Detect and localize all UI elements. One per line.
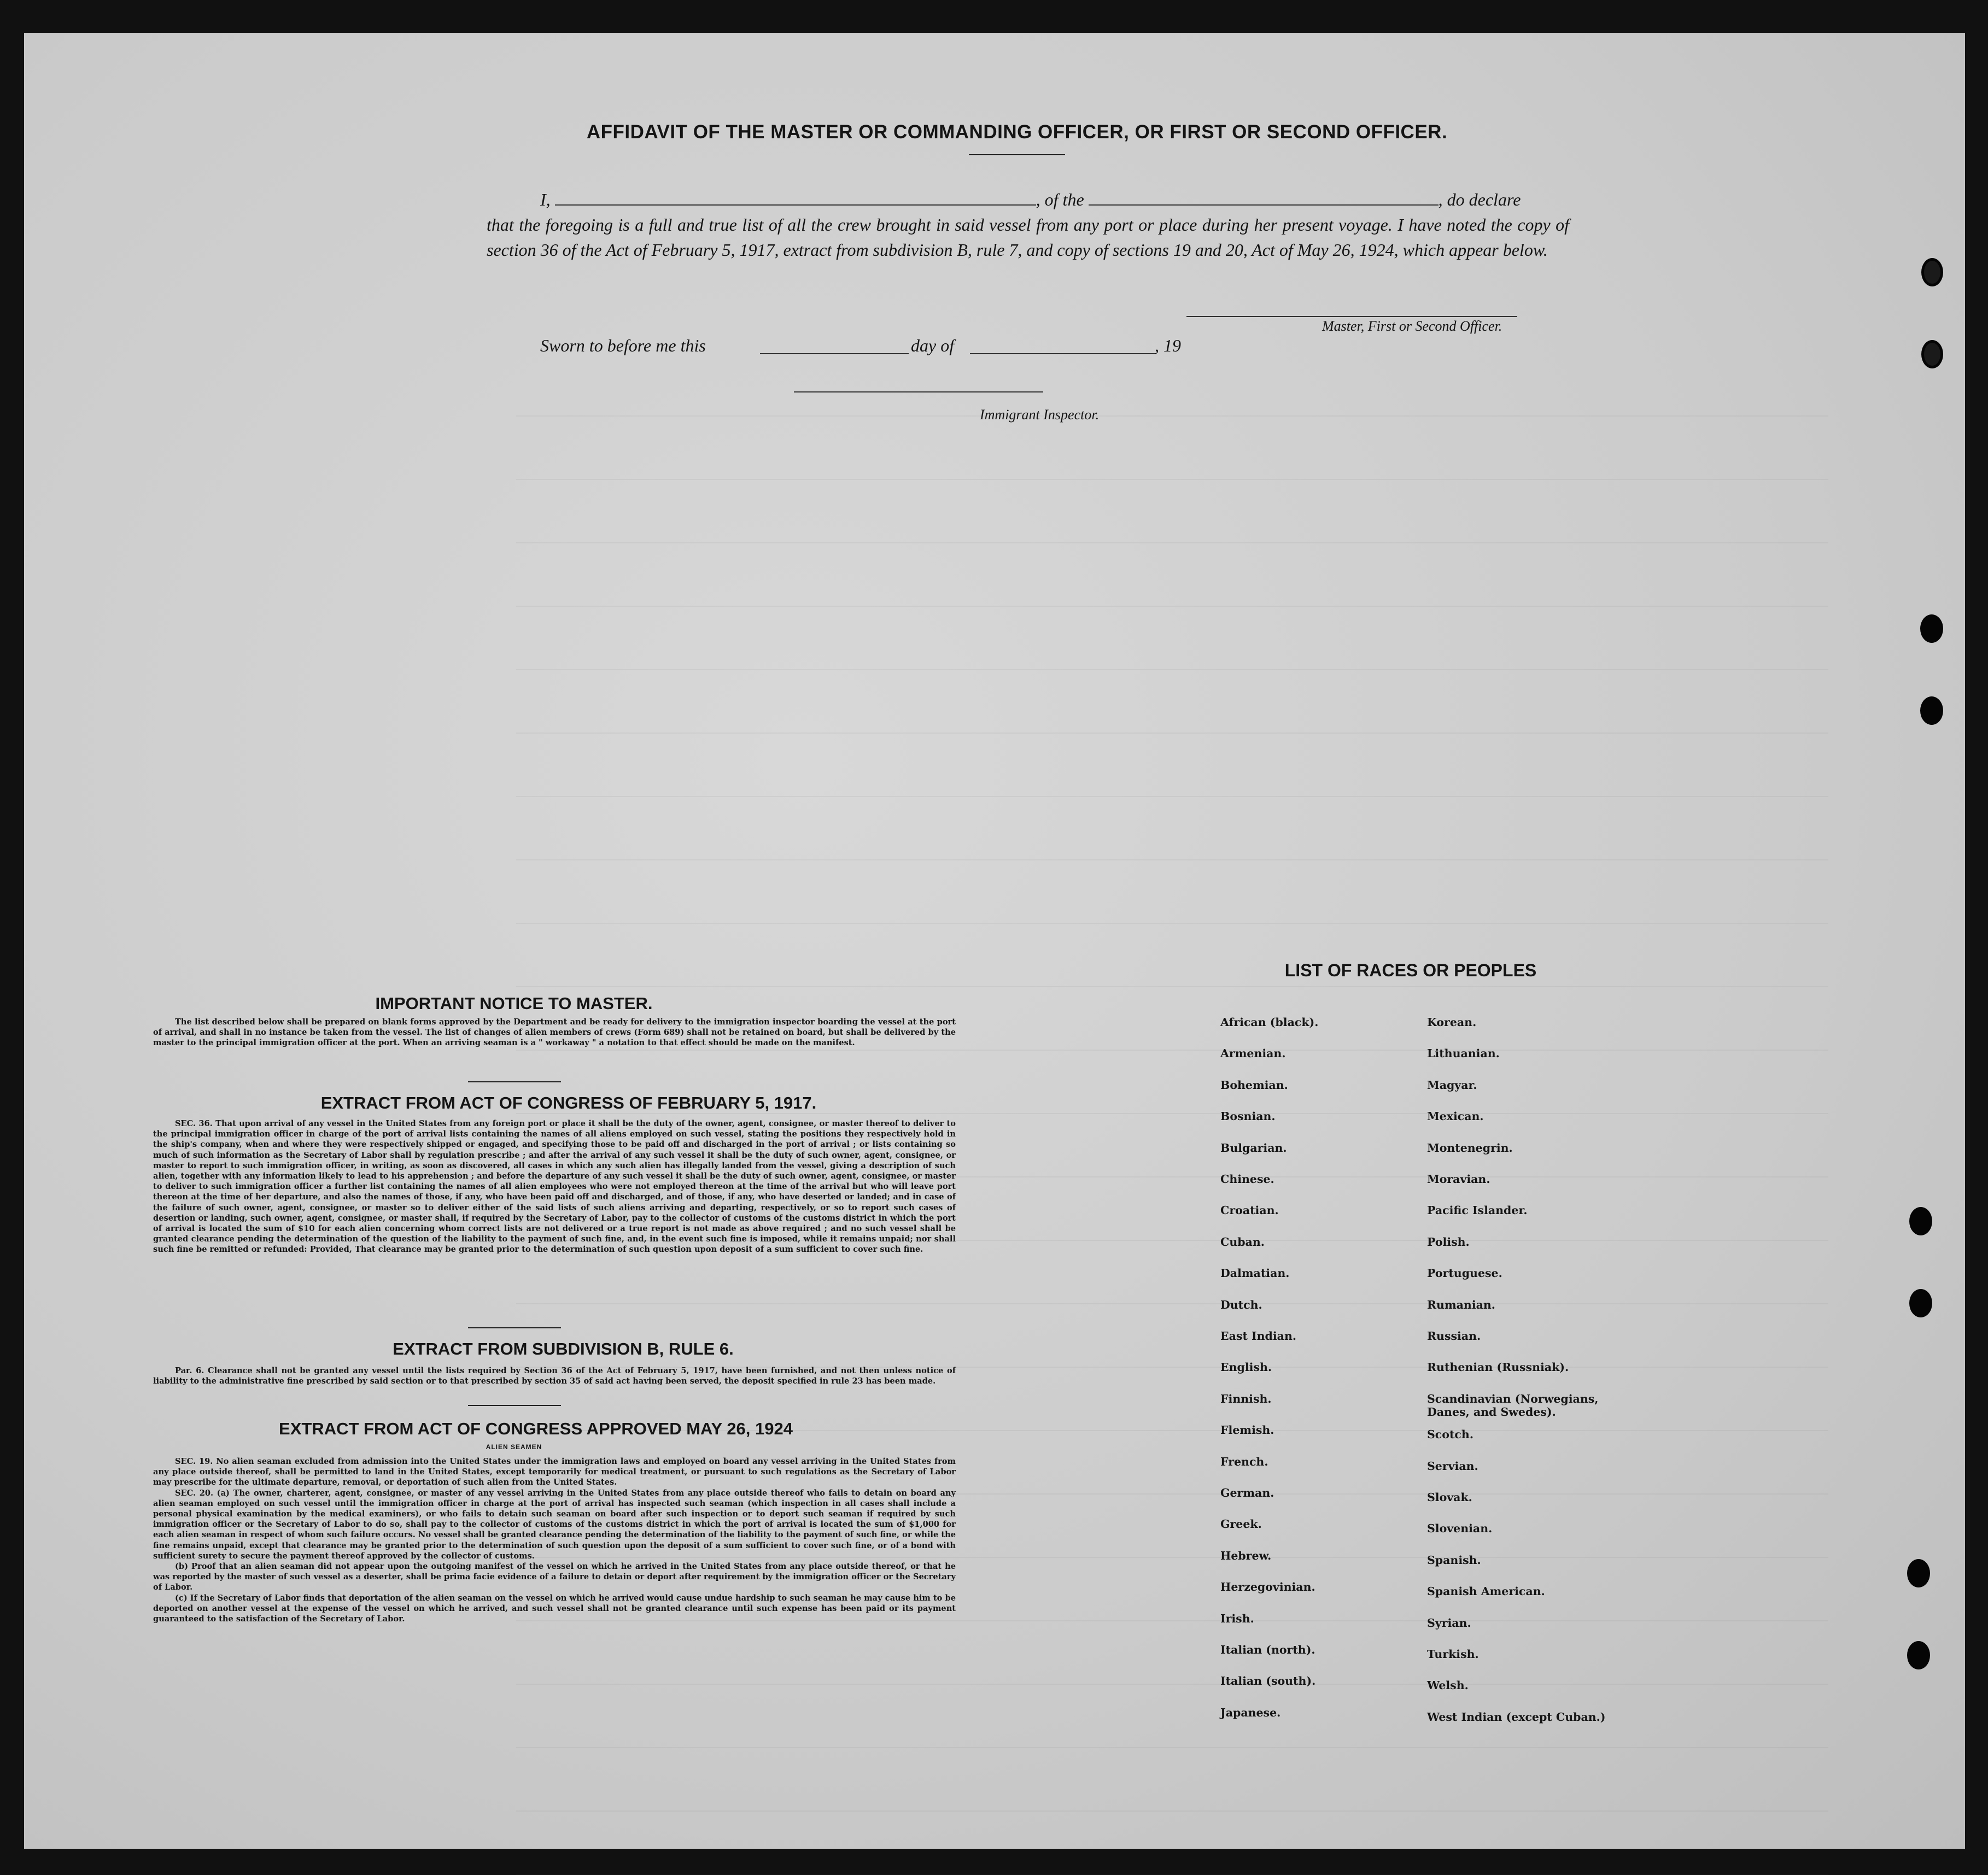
race-item: Bulgarian. <box>1220 1141 1287 1155</box>
bleed-through-rule <box>516 1684 1828 1685</box>
bleed-through-rule <box>516 1050 1828 1051</box>
punch-hole <box>1907 1559 1930 1587</box>
bleed-through-rule <box>516 542 1828 543</box>
bleed-through-rule <box>516 1303 1828 1304</box>
race-item: Italian (south). <box>1220 1674 1316 1688</box>
race-item: Scotch. <box>1427 1428 1474 1442</box>
race-item: Syrian. <box>1427 1616 1471 1630</box>
bleed-through-rule <box>516 669 1828 670</box>
sworn-month-blank <box>970 353 1156 354</box>
race-item: Herzegovinian. <box>1220 1580 1315 1594</box>
races-title: LIST OF RACES OR PEOPLES <box>1284 960 1537 980</box>
punch-hole <box>1909 1207 1932 1235</box>
race-item: Magyar. <box>1427 1078 1477 1092</box>
race-item: Turkish. <box>1427 1648 1479 1661</box>
punch-hole <box>1920 614 1943 643</box>
race-item: Greek. <box>1220 1517 1262 1531</box>
inspector-signature-line <box>794 391 1043 392</box>
extract-1917-title: EXTRACT FROM ACT OF CONGRESS OF FEBRUARY 5, 1917. <box>320 1093 817 1112</box>
punch-hole <box>1921 340 1943 368</box>
race-item: German. <box>1220 1486 1274 1499</box>
notice-text <box>153 1017 956 1048</box>
race-item: Japanese. <box>1220 1706 1281 1719</box>
master-signature-line <box>1186 316 1517 317</box>
race-item: Bosnian. <box>1220 1110 1276 1123</box>
punch-hole <box>1921 258 1943 286</box>
bleed-through-rule <box>516 479 1828 480</box>
bleed-through-rule <box>516 986 1828 987</box>
bleed-through-rule <box>516 1810 1828 1812</box>
race-item: Slovak. <box>1427 1491 1472 1504</box>
race-item: Dalmatian. <box>1220 1267 1290 1280</box>
extract-1924-title: EXTRACT FROM ACT OF CONGRESS APPROVED MAY 26, 1924 <box>279 1419 793 1438</box>
race-item: East Indian. <box>1220 1329 1296 1343</box>
race-item: Polish. <box>1427 1235 1470 1249</box>
race-item: African (black). <box>1220 1016 1319 1029</box>
notice-title: IMPORTANT NOTICE TO MASTER. <box>375 994 653 1013</box>
affidavit-statement: that the foregoing is a full and true list of all the crew brought in said vessel from any port or place during her present voyage. I have noted the copy of section 36 of the Act of February 5, 1917, extract from subdivision B, rule 7, and copy of sections 19 and 20, Act of May 26, 1924, which appear below. <box>487 215 1569 260</box>
race-item: Spanish American. <box>1427 1585 1545 1598</box>
notice-paragraph: The list described below shall be prepared on blank forms approved by the Department and be ready for delivery to the immigration inspector boarding the vessel at the port of arrival, and shall in no instance be taken from the vessel. The list of changes of alien members of crews (Form 689) shall not be retained on board, but shall be delivered by the master to the principal immigration officer at the port. When an arriving seaman is a " workaway " a notation to that effect should be made on the manifest. <box>153 1017 956 1048</box>
race-item: Russian. <box>1427 1329 1481 1343</box>
bleed-through-rule <box>516 733 1828 734</box>
race-item: Lithuanian. <box>1427 1047 1500 1060</box>
punch-hole <box>1907 1641 1930 1669</box>
bleed-through-rule <box>516 1113 1828 1114</box>
master-caption: Master, First or Second Officer. <box>1322 318 1502 334</box>
race-item: Welsh. <box>1427 1679 1469 1692</box>
race-item: Slovenian. <box>1427 1522 1493 1536</box>
sec-20c-paragraph: (c) If the Secretary of Labor finds that deportation of the alien seaman on the vessel on which he arrived would cause undue hardship to such seaman he may cause him to be deported on another vessel at the expense of the vessel on which he arrived, and such vessel shall not be granted clearance until such expense has been paid or its payment guaranteed to the satisfaction of the Secretary of Labor. <box>153 1593 956 1624</box>
race-item: French. <box>1220 1455 1268 1468</box>
punch-hole <box>1909 1289 1932 1317</box>
race-item: Flemish. <box>1220 1423 1274 1437</box>
race-item: Hebrew. <box>1220 1549 1272 1562</box>
race-item: Croatian. <box>1220 1204 1279 1217</box>
alien-seamen-subtitle: ALIEN SEAMEN <box>486 1443 542 1451</box>
race-item: Ruthenian (Russniak). <box>1427 1361 1569 1374</box>
extract-1917-text <box>153 1118 956 1255</box>
race-item: Finnish. <box>1220 1392 1272 1405</box>
race-item: Korean. <box>1427 1016 1477 1029</box>
race-item: Servian. <box>1427 1459 1478 1473</box>
rule-6-text <box>153 1366 956 1386</box>
extract-1917-paragraph: SEC. 36. That upon arrival of any vessel in the United States from any foreign port or place it shall be the duty of the owner, agent, consignee, or master thereof to deliver to the principal immigration officer in charge of the port of arrival lists containing the names of all aliens employed on such vessel, stating the positions they respectively hold in the ship's company, when and where they were respectively shipped or engaged, and specifying those to be paid off and discharged in the port of arrival ; or lists containing so much of such information as the Secretary of Labor shall by regulation prescribe ; and after the arrival of any such vessel it shall be the duty of such owner, agent, consignee, or master to report to such immigration officer, in writing, as soon as discovered, all cases in which any such alien has illegally landed from the vessel, giving a description of such alien, together with any information likely to lead to his apprehension ; and before the departure of any such vessel it shall be the duty of such owner, agent, consignee, or master to deliver to such immigration officer a further list containing the names of all alien employees who were not employed thereon at the time of the arrival but who will leave port thereon at the time of her departure, and also the names of those, if any, who have been paid off and discharged, and of those, if any, who have deserted or landed; and in case of the failure of such owner, agent, consignee, or master so to deliver either of the said lists of such aliens arriving and departing, respectively, or so to report such cases of desertion or landing, such owner, agent, consignee, or master shall, if required by the Secretary of Labor, pay to the collector of customs of the customs district in which the port of arrival is located the sum of $10 for each alien concerning whom correct lists are not delivered or a true report is not made as above required ; and no such vessel shall be granted clearance pending the determination of the question of the liability to the payment of such fine, and, in the event such fine is imposed, while it remains unpaid; nor shall such fine be remitted or refunded: Provided, That clearance may be granted prior to the determination of such question upon deposit of a sum sufficient to cover such fine. <box>153 1119 956 1255</box>
bleed-through-rule <box>516 1747 1828 1748</box>
sec-19-paragraph: SEC. 19. No alien seaman excluded from admission into the United States under the immigration laws and employed on board any vessel arriving in the United States from any place outside thereof, shall be permitted to land in the United States, except temporarily for medical treatment, or pursuant to such regulations as the Secretary of Labor may prescribe for the ultimate departure, removal, or deportation of such alien from the United States. <box>153 1457 956 1487</box>
sworn-day-label: day of <box>911 336 955 355</box>
punch-hole <box>1920 696 1943 725</box>
divider <box>468 1405 561 1406</box>
race-item: Cuban. <box>1220 1235 1265 1249</box>
bleed-through-rule <box>516 923 1828 924</box>
vessel-blank <box>1089 190 1439 206</box>
sworn-label: Sworn to before me this <box>540 336 706 355</box>
sec-20a-paragraph: SEC. 20. (a) The owner, charterer, agent, consignee, or master of any vessel arriving in the United States from any place outside thereof who fails to detain on board any alien seaman employed on such vessel until the immigration officer in charge at the port of arrival has inspected such seaman (which inspection in all cases shall include a personal physical examination by the medical examiners), or who fails to detain such seaman on board after such inspection or to deport such seaman if required by such immigration officer or the Secretary of Labor to do so, shall pay to the collector of customs of the customs district in which the port of arrival is located the sum of $1,000 for each alien seaman in respect of whom such failure occurs. No vessel shall be granted clearance pending the determination of the liability to the payment of such fine, or while the fine remains unpaid, except that clearance may be granted prior to the determination of such question upon the deposit of a sum sufficient to cover such fine, or of a bond with sufficient surety to secure the payment thereof approved by the collector of customs. <box>153 1488 956 1561</box>
race-item: English. <box>1220 1361 1272 1374</box>
race-item: Pacific Islander. <box>1427 1204 1528 1217</box>
affidavit-do-declare: , do declare <box>1438 190 1521 209</box>
affidavit-i: I, <box>540 190 551 209</box>
bleed-through-rule <box>516 796 1828 797</box>
race-item: West Indian (except Cuban.) <box>1427 1710 1606 1724</box>
race-item: Dutch. <box>1220 1298 1262 1311</box>
race-item: Moravian. <box>1427 1173 1490 1186</box>
extract-1924-text <box>153 1456 956 1624</box>
sec-20b-paragraph: (b) Proof that an alien seaman did not appear upon the outgoing manifest of the vessel on which he arrived in the United States from any place outside thereof, or that he was reported by the master of such vessel as a deserter, shall be prima facie evidence of a failure to detain or deport after requirement by the immigration officer or the Secretary of Labor. <box>153 1562 956 1592</box>
sworn-day-blank <box>760 353 909 354</box>
divider <box>969 154 1065 155</box>
race-item: Scandinavian (Norwegians, Danes, and Swedes). <box>1427 1392 1599 1419</box>
race-item: Bohemian. <box>1220 1078 1288 1092</box>
race-item: Armenian. <box>1220 1047 1286 1060</box>
affidavit-of-the: , of the <box>1036 190 1084 209</box>
affidavit-title: AFFIDAVIT OF THE MASTER OR COMMANDING OFFICER, OR FIRST OR SECOND OFFICER. <box>586 121 1448 143</box>
race-item: Mexican. <box>1427 1110 1484 1123</box>
divider <box>468 1327 561 1328</box>
divider <box>468 1081 561 1082</box>
race-item: Portuguese. <box>1427 1267 1502 1280</box>
race-item: Rumanian. <box>1427 1298 1495 1311</box>
name-blank <box>555 190 1036 206</box>
inspector-caption: Immigrant Inspector. <box>980 407 1100 423</box>
rule-6-paragraph: Par. 6. Clearance shall not be granted any vessel until the lists required by Section 36 of the Act of February 5, 1917, have been furnished, and not then unless notice of liability to the administrative fine prescribed by said section or to that prescribed by section 35 of said act having been served, the deposit specified in rule 23 has been made. <box>153 1366 956 1386</box>
race-item: Chinese. <box>1220 1173 1274 1186</box>
bleed-through-rule <box>516 606 1828 607</box>
race-item: Montenegrin. <box>1427 1141 1513 1155</box>
bleed-through-rule <box>516 859 1828 860</box>
bleed-through-rule <box>516 415 1828 417</box>
sworn-year-label: , 19 <box>1155 336 1181 355</box>
affidavit-body <box>487 187 1569 262</box>
race-item: Italian (north). <box>1220 1643 1315 1656</box>
race-item: Irish. <box>1220 1612 1254 1625</box>
rule-6-title: EXTRACT FROM SUBDIVISION B, RULE 6. <box>393 1339 734 1358</box>
race-item: Spanish. <box>1427 1553 1481 1567</box>
